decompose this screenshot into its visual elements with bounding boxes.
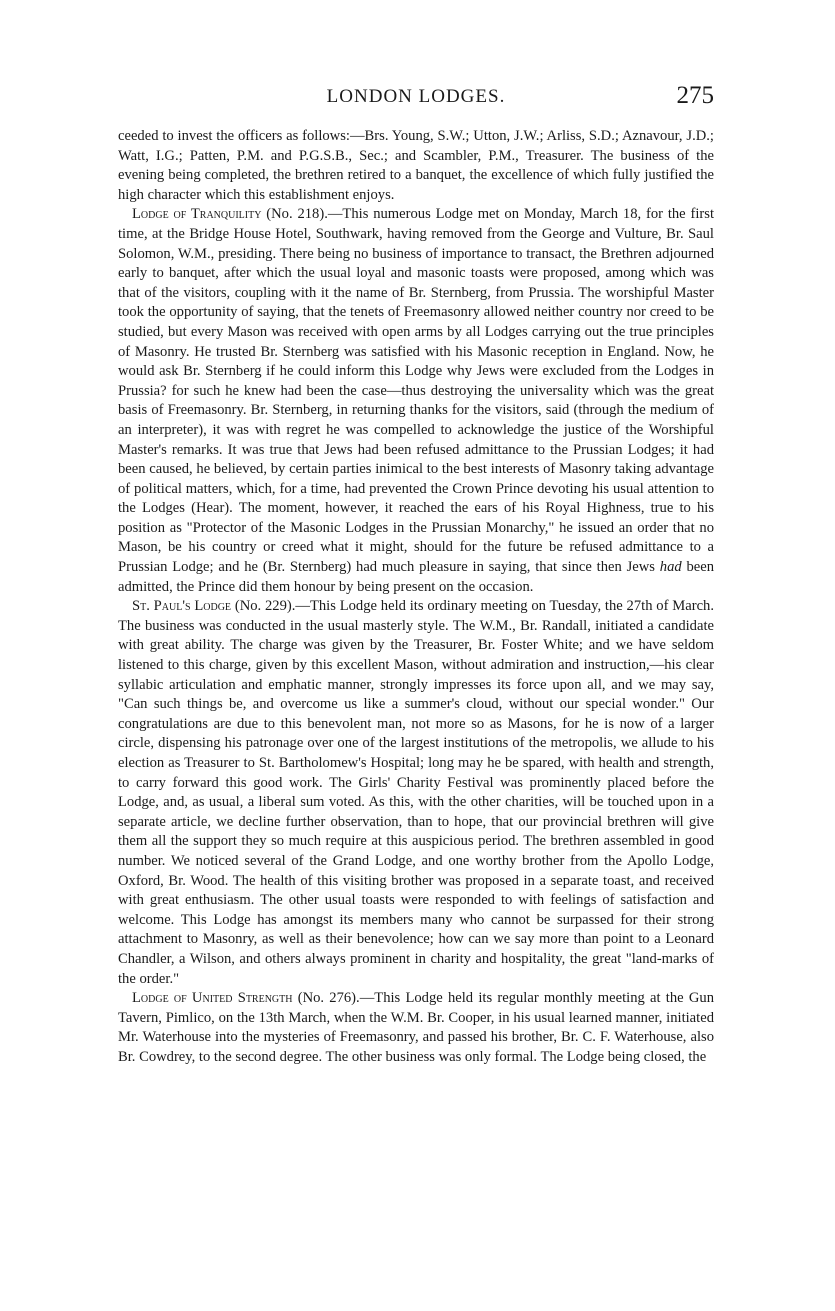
section-heading: Lodge of Tranquility [132,206,262,223]
paragraph-continued [118,127,714,205]
page-header [118,82,714,122]
paragraph-text: ceeded to invest the officers as follows:—Brs. Young, S.W.; Utton, J.W.; Arliss, S.D.; Aznavour, J.D.; Watt, I.G.; Patten, P.M. and P.G.S.B., Sec.; and Scambler, P.M., Treasurer. The business of the evening being completed, the brethren retired to a banquet, the excellence of which fully justified the high character which this establishment enjoys. [118,128,714,203]
paragraph-st-pauls-lodge [118,597,714,989]
section-heading: Lodge of United Strength [132,990,293,1007]
paragraph-lodge-of-tranquility [118,205,714,597]
running-title: LONDON LODGES. [326,86,506,107]
page-number: 275 [676,82,714,109]
paragraph-text: (No. 276).—This Lodge held its regular monthly meeting at the Gun Tavern, Pimlico, on the 13th March, when the W.M. Br. Cooper, in his usual learned manner, initiated Mr. Waterhouse into the mysteries of Freemasonry, and passed his brother, Br. C. F. Waterhouse, also Br. Cowdrey, to the second degree. The other business was only formal. The Lodge being closed, the [118,990,714,1065]
paragraph-text: (No. 218).—This numerous Lodge met on Monday, March 18, for the first time, at the Bridge House Hotel, Southwark, having removed from the George and Vulture, Br. Saul Solomon, W.M., presiding. There being no business of importance to transact, the Brethren adjourned early to banquet, after which the usual loyal and masonic toasts were proposed, among which was that of the visitors, coupling with it the name of Br. Sternberg, from Prussia. The worshipful Master took the opportunity of saying, that the tenets of Freemasonry allowed neither country nor creed to be studied, but every Mason was received with open arms by all Lodges carrying out the true principles of Masonry. He trusted Br. Sternberg was satisfied with his Masonic reception in England. Now, he would ask Br. Sternberg if he could inform this Lodge why Jews were excluded from the Lodges in Prussia? for such he knew had been the case—thus destroying the universality which was the great basis of Freemasonry. Br. Sternberg, in returning thanks for the visitors, said (through the medium of an interpreter), it was with regret he was compelled to acknowledge the justice of the Worshipful Master's remarks. It was true that Jews had been refused admittance to the Prussian Lodges; it had been caused, he believed, by certain parties inimical to the best interests of Masonry taking advantage of political matters, which, for a time, had prevented the Crown Prince devoting his usual attention to the Lodges (Hear). The moment, however, it reached the ears of his Royal Highness, true to his position as "Protector of the Masonic Lodges in the Prussian Monarchy," he issued an order that no Mason, be his country or creed what it might, should for the future be refused admittance to a Prussian Lodge; and he (Br. Sternberg) had much pleasure in saying, that since then Jews [118,206,714,576]
emphasis-text: had [659,559,682,576]
paragraph-text: (No. 229).—This Lodge held its ordinary meeting on Tuesday, the 27th of March. The business was conducted in the usual masterly style. The W.M., Br. Randall, initiated a candidate with great ability. The charge was given by the Treasurer, Br. Foster White; and we have seldom listened to this charge, given by this excellent Mason, without admiration and instruction,—his clear syllabic articulation and emphatic manner, strongly impresses its force upon all, and we may say, "Can such things be, and overcome us like a summer's cloud, without our special wonder." Our congratulations are due to this benevolent man, not more so as Masons, for he is now of a larger circle, dispensing his patronage over one of the largest institutions of the metropolis, we allude to his election as Treasurer to St. Bartholomew's Hospital; long may he be spared, with health and strength, to carry forward this good work. The Girls' Charity Festival was prominently placed before the Lodge, and, as usual, a liberal sum voted. As this, with the other charities, will be touched upon in a separate article, we decline further observation, than to hope, that our provincial brethren will give them all the support they so much require at this auspicious period. The brethren assembled in good number. We noticed several of the Grand Lodge, and one worthy brother from the Apollo Lodge, Oxford, Br. Wood. The health of this visiting brother was proposed in a separate toast, and received with great enthusiasm. The other usual toasts were responded to with feelings of satisfaction and welcome. This Lodge has amongst its members many who cannot be surpassed for their strong attachment to Masonry, as well as their benevolence; how can we say more than point to a Leonard Chandler, a Wilson, and others always prominent in charity and hospitality, the great "land-marks of the order." [118,598,715,987]
section-heading: St. Paul's Lodge [132,598,232,615]
article-body [118,127,714,1068]
paragraph-lodge-of-united-strength [118,989,714,1067]
paragraph-text: been admitted, the Prince did them honour by being present on the occasion. [118,559,714,595]
